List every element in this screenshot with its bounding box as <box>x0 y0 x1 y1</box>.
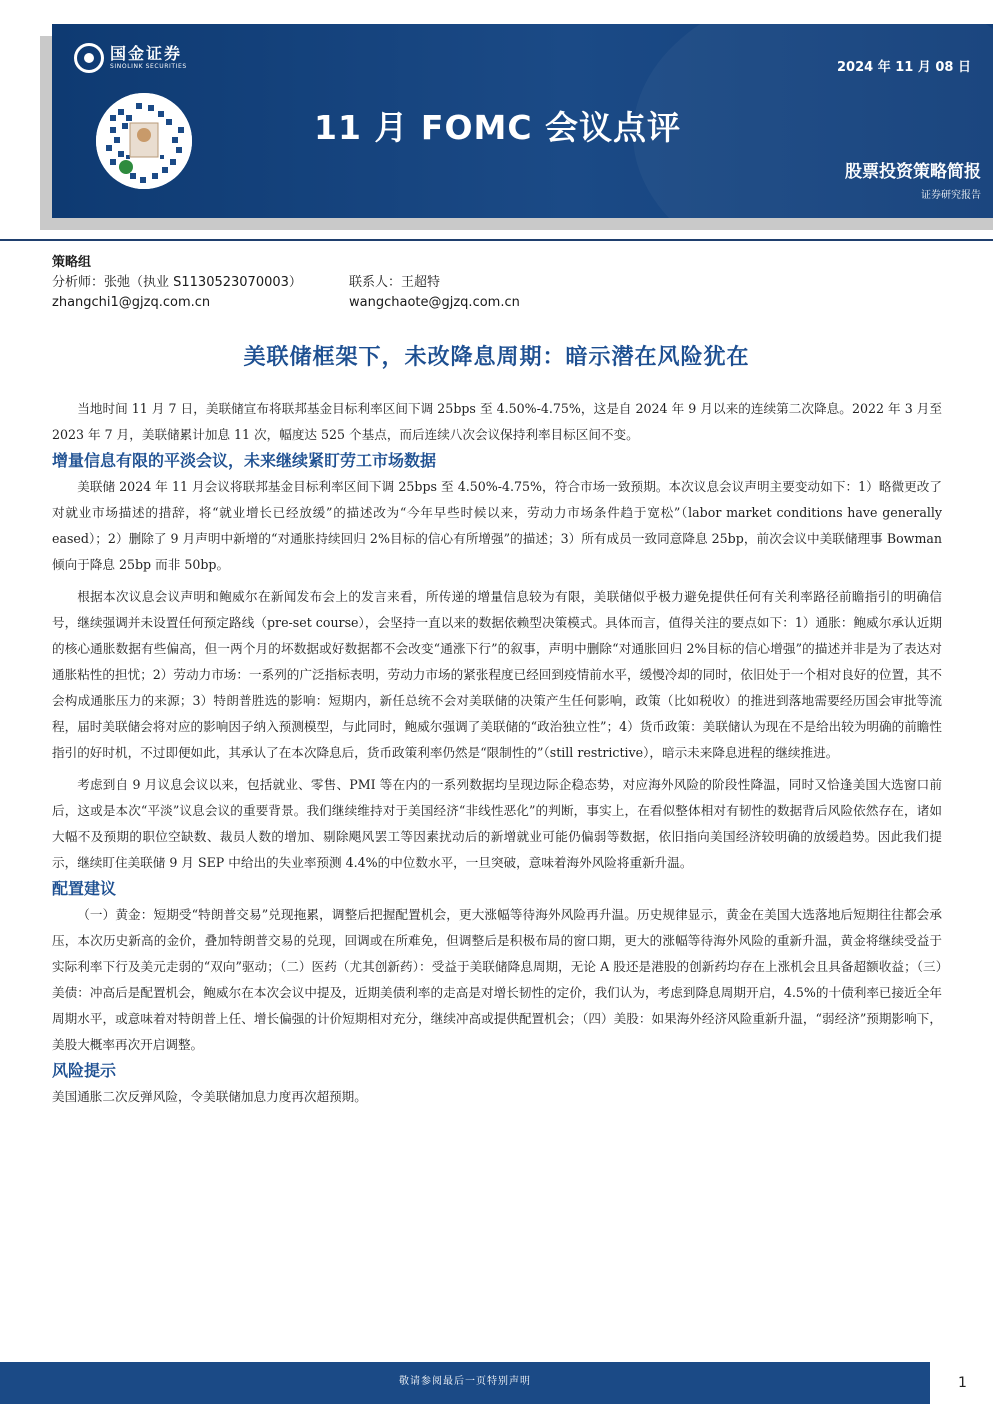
body-paragraph: 根据本次议息会议声明和鲍威尔在新闻发布会上的发言来看，所传递的增量信息较为有限，美联储似乎极力避免提供任何有关利率路径前瞻指引的明确信号，继续强调并未设置任何预定路线（pre-set course），会坚持一直以来的数据依赖型决策模式。具体而言，值得关注的要点如下：1）通胀：鲍威尔承认近期的核心通胀数据有些偏高，但一两个月的坏数据或好数据都不会改变“通涨下行”的叙事，声明中删除“对通胀回归 2%目标的信心增强”的描述并非是为了表达对通胀粘性的担忧；2）劳动力市场：一系列的广泛指标表明，劳动力市场的紧张程度已经回到疫情前水平，缓慢冷却的同时，依旧处于一个相对良好的位置，其不会构成通胀压力的来源；3）特朗普胜选的影响：短期内，新任总统不会对美联储的决策产生任何影响，政策（比如税收）的推进到落地需要经历国会审批等流程，届时美联储会将对应的影响因子纳入预测模型，与此同时，鲍威尔强调了美联储的“政治独立性”；4）货币政策：美联储认为现在不是给出较为明确的前瞻性指引的好时机，不过即便如此，其承认了在本次降息后，货币政策利率仍然是“限制性的”（still restrictive），暗示未来降息进程的继续推进。 <box>52 589 942 760</box>
contact-email-link[interactable]: wangchaote@gjzq.com.cn <box>349 295 520 310</box>
footer-disclaimer: 敬请参阅最后一页特别声明 <box>0 1362 930 1404</box>
main-heading: 美联储框架下，未改降息周期：暗示潜在风险犹在 <box>243 345 750 370</box>
body-paragraph: 美联储 2024 年 11 月会议将联邦基金目标利率区间下调 25bps 至 4.50%-4.75%，符合市场一致预期。本次议息会议声明主要变动如下：1）略微更改了对就业市场描述的措辞，将“就业增长已经放缓”的描述改为“今年早些时候以来，劳动力市场条件趋于宽松”（labor market conditions have generally eased）；2）删除了 9 月声明中新增的“对通胀持续回归 2%目标的信心有所增强”的描述；3）所有成员一致同意降息 25bp，前次会议中美联储理事 Bowman 倾向于降息 25bp 而非 50bp。 <box>52 479 942 572</box>
report-header-banner <box>52 24 993 218</box>
company-logo <box>74 43 187 73</box>
page-number: 1 <box>958 1375 967 1391</box>
analyst-name: 分析师：张弛（执业 S1130523070003） <box>52 275 302 290</box>
section-heading-allocation: 配置建议 <box>52 879 117 898</box>
analyst-email-link[interactable]: zhangchi1@gjzq.com.cn <box>52 295 211 310</box>
logo-chinese-name: 国金证券 <box>110 44 183 63</box>
report-date: 2024 年 11 月 08 日 <box>837 60 971 75</box>
report-body <box>52 396 942 1110</box>
team-name: 策略组 <box>52 255 92 270</box>
contact-name: 联系人：王超特 <box>349 275 441 290</box>
body-paragraph: （一）黄金：短期受“特朗普交易”兑现拖累，调整后把握配置机会，更大涨幅等待海外风险再升温。历史规律显示，黄金在美国大选落地后短期往往都会承压，本次历史新高的金价，叠加特朗普交易的兑现，回调或在所难免，但调整后是积极布局的窗口期，更大的涨幅等待海外风险的重新升温，黄金将继续受益于实际利率下行及美元走弱的“双向”驱动；（二）医药（尤其创新药）：受益于美联储降息周期，无论 A 股还是港股的创新药均存在上涨机会且具备超额收益；（三）美债：冲高后是配置机会，鲍威尔在本次会议中提及，近期美债利率的走高是对增长韧性的定价，我们认为，考虑到降息周期开启，4.5%的十债利率已接近全年周期水平，或意味着对特朗普上任、增长偏强的计价短期相对充分，继续冲高或提供配置机会；（四）美股：如果海外经济风险重新升温，“弱经济”预期影响下，美股大概率再次开启调整。 <box>52 907 942 1052</box>
section-heading-risk: 风险提示 <box>52 1061 117 1080</box>
header-divider <box>0 239 993 241</box>
report-type: 股票投资策略简报 <box>845 162 981 182</box>
risk-paragraph: 美国通胀二次反弹风险，令美联储加息力度再次超预期。 <box>52 1089 367 1104</box>
section-heading-meeting: 增量信息有限的平淡会议，未来继续紧盯劳工市场数据 <box>52 451 437 470</box>
logo-mark-icon <box>74 43 104 73</box>
report-title: 11 月 FOMC 会议点评 <box>314 108 682 147</box>
report-category: 证券研究报告 <box>921 190 981 201</box>
intro-paragraph: 当地时间 11 月 7 日，美联储宣布将联邦基金目标利率区间下调 25bps 至 4.50%-4.75%，这是自 2024 年 9 月以来的连续第二次降息。2022 年 3 月至 2023 年 7 月，美联储累计加息 11 次，幅度达 525 个基点，而后连续八次会议保持利率目标区间不变。 <box>52 401 942 442</box>
body-paragraph: 考虑到自 9 月议息会议以来，包括就业、零售、PMI 等在内的一系列数据均呈现边际企稳态势，对应海外风险的阶段性降温，同时又恰逢美国大选窗口前后，这或是本次“平淡”议息会议的重要背景。我们继续维持对于美国经济“非线性恶化”的判断，事实上，在看似整体相对有韧性的数据背后风险依然存在，诸如大幅不及预期的职位空缺数、裁员人数的增加、剔除飓风罢工等因素扰动后的新增就业可能仍偏弱等数据，依旧指向美国经济较明确的放缓趋势。因此我们提示，继续盯住美联储 9 月 SEP 中给出的失业率预测 4.4%的中位数水平，一旦突破，意味着海外风险将重新升温。 <box>52 777 942 870</box>
logo-english-name: SINOLINK SECURITIES <box>110 63 187 70</box>
qr-code-icon <box>96 93 192 189</box>
analyst-block <box>52 253 520 313</box>
